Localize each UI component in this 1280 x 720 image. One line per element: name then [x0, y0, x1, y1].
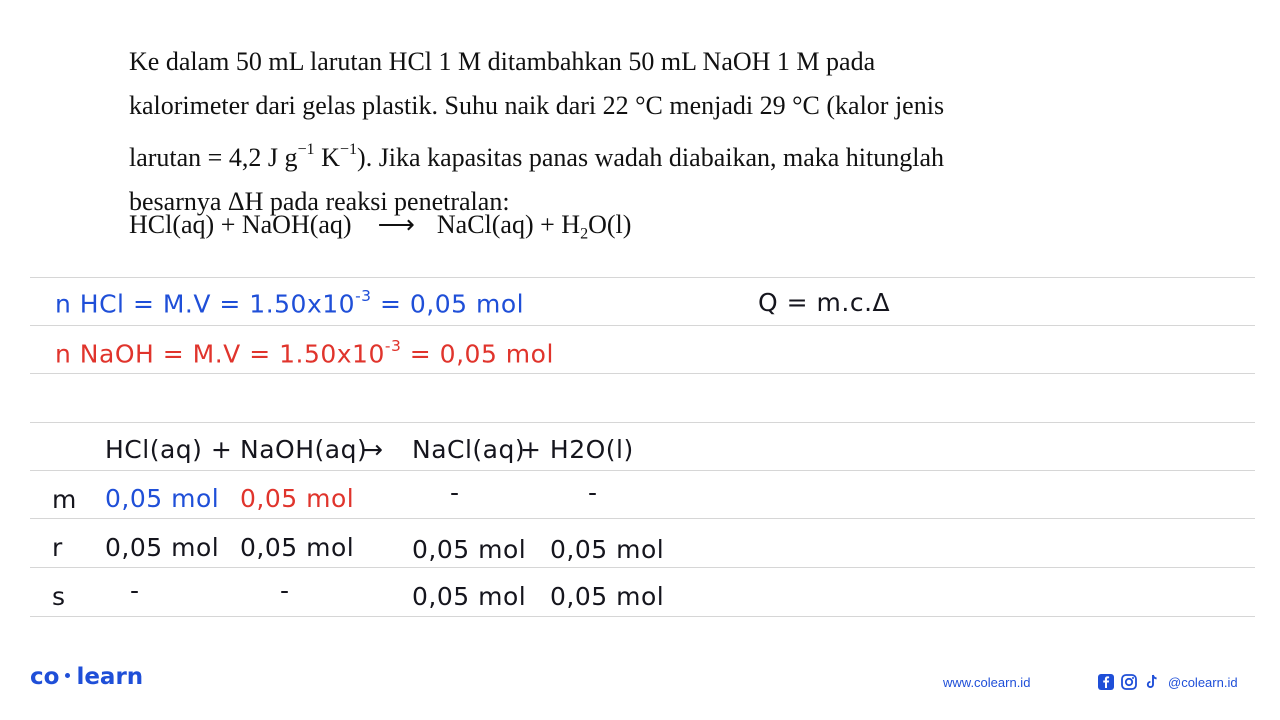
table-cell: - [280, 576, 290, 605]
row-label-r: r [52, 533, 63, 562]
water-subscript: 2 [580, 225, 589, 243]
table-cell: - [130, 576, 140, 605]
moles-naoh-text: n NaOH = M.V = 1.50x10 [55, 339, 385, 369]
colearn-logo [30, 664, 143, 690]
logo-learn: learn [76, 664, 144, 690]
problem-statement [129, 40, 1144, 224]
table-cell: 0,05 mol [240, 484, 355, 513]
rule-line [30, 518, 1255, 519]
problem-line-3-suffix: ). Jika kapasitas panas wadah diabaikan, maka hitunglah [357, 143, 945, 173]
row-label-m: m [52, 485, 77, 514]
table-cell: 0,05 mol [550, 535, 665, 564]
reaction-arrow-icon: ⟶ [377, 210, 415, 239]
table-cell: 0,05 mol [412, 582, 527, 611]
moles-hcl-result: = 0,05 mol [371, 289, 525, 319]
table-cell: - [588, 478, 598, 507]
rule-line [30, 325, 1255, 326]
website-link[interactable]: www.colearn.id [943, 675, 1031, 690]
problem-line-3 [129, 128, 1144, 180]
table-cell: 0,05 mol [240, 533, 355, 562]
social-handle[interactable]: @colearn.id [1168, 674, 1238, 690]
moles-hcl-exponent: -3 [355, 287, 372, 305]
rule-line [30, 422, 1255, 423]
logo-co: co [30, 664, 60, 690]
table-cell: 0,05 mol [550, 582, 665, 611]
facebook-icon[interactable] [1097, 673, 1115, 691]
problem-line-3-mid: K [314, 143, 340, 173]
moles-naoh-note [55, 337, 554, 369]
logo-dot-icon [65, 673, 70, 678]
moles-hcl-note [55, 287, 524, 319]
reaction-equation [129, 210, 631, 244]
table-header-naoh: NaOH(aq) [240, 435, 368, 464]
problem-line-1: Ke dalam 50 mL larutan HCl 1 M ditambahkan 50 mL NaOH 1 M pada [129, 47, 876, 76]
reactants: HCl(aq) + NaOH(aq) [129, 210, 352, 239]
rule-line [30, 470, 1255, 471]
table-cell: 0,05 mol [412, 535, 527, 564]
rule-line [30, 616, 1255, 617]
rule-line [30, 373, 1255, 374]
moles-naoh-exponent: -3 [384, 337, 402, 355]
problem-line-3-prefix: larutan = 4,2 J g [129, 143, 298, 173]
table-header-water: + H2O(l) [520, 435, 634, 464]
table-header-arrow-icon: → [362, 435, 384, 464]
product-2: O(l) [588, 210, 632, 239]
rule-line [30, 567, 1255, 568]
social-links [1097, 673, 1238, 691]
table-cell: - [450, 478, 460, 507]
moles-naoh-result: = 0,05 mol [401, 339, 554, 369]
problem-line-4: besarnya ΔH pada reaksi penetralan: [129, 187, 510, 217]
moles-hcl-text: n HCl = M.V = 1.50x10 [55, 289, 356, 319]
unit-exponent-2: −1 [339, 141, 358, 158]
product-1: NaCl(aq) + H [436, 210, 581, 239]
table-cell: 0,05 mol [105, 484, 220, 513]
instagram-icon[interactable] [1120, 673, 1138, 691]
row-label-s: s [52, 582, 66, 611]
heat-formula-note: Q = m.c.Δ [758, 288, 891, 317]
table-cell: 0,05 mol [105, 533, 220, 562]
rule-line [30, 277, 1255, 278]
table-header-nacl: NaCl(aq) [412, 435, 526, 464]
unit-exponent-1: −1 [297, 141, 315, 158]
tiktok-icon[interactable] [1143, 673, 1161, 691]
problem-line-2: kalorimeter dari gelas plastik. Suhu naik dari 22 °C menjadi 29 °C (kalor jenis [129, 91, 945, 120]
table-header-hcl: HCl(aq) + [105, 435, 233, 464]
